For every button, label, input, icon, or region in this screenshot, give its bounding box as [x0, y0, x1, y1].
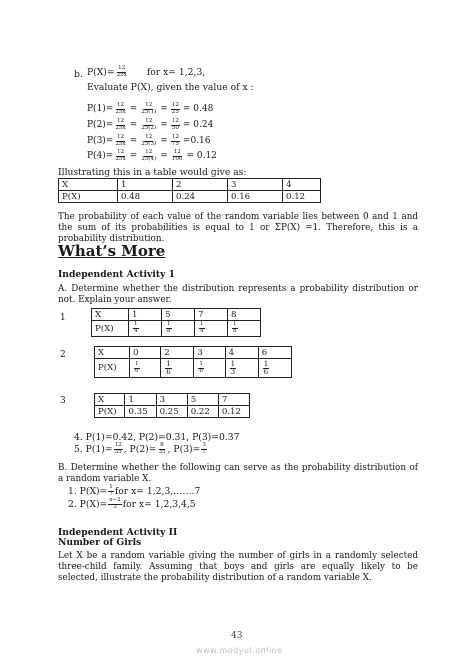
table-cell: 1 — [129, 309, 162, 321]
item-5 — [74, 443, 208, 456]
evaluation-row — [87, 135, 211, 148]
equals-sign: = — [160, 151, 168, 162]
table-cell: 7 — [195, 309, 228, 321]
numerator: 12 — [145, 118, 153, 124]
table-cell: P(X) — [95, 406, 125, 418]
equals-sign: = — [160, 136, 168, 147]
function-prefix: P(X)= — [87, 66, 115, 78]
table-row-px — [59, 191, 321, 203]
evaluation-row — [87, 103, 213, 116]
table-row-x — [92, 309, 261, 321]
denominator: 50 — [171, 124, 179, 131]
table-cell: 5 — [162, 309, 195, 321]
table-cell: 3 — [194, 347, 225, 359]
row-lhs: P(1)= — [87, 104, 114, 115]
numerator: 12 — [145, 149, 153, 155]
activity-table-2 — [94, 346, 292, 378]
fraction — [114, 150, 126, 163]
table-cell: 0.12 — [283, 191, 321, 203]
table-cell: X — [92, 309, 129, 321]
table-cell: 4 — [225, 347, 258, 359]
denominator: 25x — [115, 108, 126, 115]
table-cell: $\frac{1}{8}$ — [162, 321, 195, 337]
table-cell: 0.35 — [125, 406, 156, 418]
equals-sign: = — [160, 104, 168, 115]
item-b2 — [68, 498, 196, 511]
table-cell: 1 — [125, 394, 156, 406]
numerator: 12 — [116, 118, 125, 124]
numerator: 12 — [173, 149, 181, 155]
function-fraction: $\frac{12}{25x}$ — [116, 65, 127, 78]
table-cell: 3 — [156, 394, 187, 406]
item-number: 1 — [60, 313, 66, 323]
table-cell: $\frac{1}{3}$ — [225, 359, 258, 378]
denominator: 25x — [115, 124, 126, 131]
fraction — [171, 103, 180, 116]
fraction — [171, 119, 180, 132]
activity2-text: Let X be a random variable giving the number of girls in a randomly selected three-child family. Assuming that boys and girls are equally likely to be selected, illustrate the probability distribution of a random variable X. — [58, 551, 418, 583]
fraction — [140, 135, 157, 148]
table-cell: X — [95, 394, 125, 406]
table-cell: $\frac{1}{6}$ — [258, 359, 291, 378]
item-4: 4. P(1)=0.42, P(2)=0.31, P(3)=0.37 — [74, 432, 240, 443]
table-row-x — [95, 394, 250, 406]
table-cell: 5 — [187, 394, 218, 406]
numerator: 12 — [171, 118, 179, 124]
table-cell: 7 — [218, 394, 249, 406]
row-lhs: P(3)= — [87, 136, 114, 147]
fraction — [171, 135, 180, 148]
table-row-x — [59, 179, 321, 191]
numerator: 12 — [171, 134, 179, 140]
part-b-label: b. — [74, 69, 83, 80]
table-cell: 0 — [130, 347, 161, 359]
item-b2-rest: for x= 1,2,3,4,5 — [122, 498, 196, 510]
equals-sign: = — [129, 151, 138, 162]
table-cell: 0.48 — [118, 191, 173, 203]
item-5-end: , P(3)= — [167, 443, 201, 455]
row-result: = 0.12 — [186, 151, 217, 162]
instruction-a: A. Determine whether the distribution represents a probability distribution or not. Explain your answer. — [58, 284, 418, 305]
equals-sign: = — [129, 120, 138, 131]
table-cell: 0.22 — [187, 406, 218, 418]
numerator: 12 — [145, 102, 153, 108]
row-result: = 0.24 — [182, 120, 214, 131]
table-row-px — [95, 406, 250, 418]
table-cell: 2 — [161, 347, 194, 359]
fraction: $\frac{3}{7}$ — [202, 442, 206, 455]
fraction — [114, 135, 126, 148]
activity-table-3 — [94, 393, 250, 418]
table-intro: Illustrating this in a table would give as: — [58, 167, 247, 178]
table-row-px — [95, 359, 292, 378]
evaluation-row — [87, 119, 213, 132]
item-b2-label: 2. P(X)= — [68, 498, 108, 510]
item-b1-label: 1. P(X)= — [68, 485, 108, 497]
table-cell: X — [59, 179, 118, 191]
function-definition — [87, 66, 205, 79]
table-cell: 0.24 — [173, 191, 228, 203]
fraction: $\frac{8}{35}$ — [158, 442, 166, 455]
row-result: =0.16 — [182, 136, 211, 147]
fraction — [140, 150, 157, 163]
table-row-x — [95, 347, 292, 359]
item-b1-rest: for x= 1,2,3,…….7 — [114, 485, 201, 497]
denominator: 25x — [115, 155, 126, 162]
equals-sign: = — [129, 136, 138, 147]
table-row-px — [92, 321, 261, 337]
table-cell: $\frac{1}{4}$ — [129, 321, 162, 337]
table-cell: $\frac{1}{8}$ — [228, 321, 261, 337]
fraction — [140, 103, 157, 116]
item-number: 3 — [60, 396, 66, 406]
table-cell: 1 — [118, 179, 173, 191]
row-lhs: P(4)= — [87, 151, 114, 162]
activity2-subtitle: Number of Girls — [58, 537, 142, 548]
conclusion-paragraph: The probability of each value of the random variable lies between 0 and 1 and the sum of its probabilities is equal to 1 or ΣP(X) =1. Therefore, this is a probability distribution. — [58, 212, 418, 244]
numerator: 12 — [116, 149, 125, 155]
page-number: 43 — [231, 631, 243, 641]
table-cell: $\frac{1}{6}$ — [130, 359, 161, 378]
activity1-title: Independent Activity 1 — [58, 269, 176, 280]
item-number: 2 — [60, 350, 66, 360]
numerator: 12 — [116, 102, 125, 108]
row-lhs: P(2)= — [87, 120, 114, 131]
item-5-mid: , P(2)= — [123, 443, 157, 455]
denominator: 25(3) — [141, 140, 157, 147]
instruction-b: B. Determine whether the following can serve as the probability distribution of a random variable X. — [58, 463, 418, 484]
distribution-table — [58, 178, 321, 203]
section-title: What’s More — [58, 242, 166, 260]
table-cell: $\frac{1}{6}$ — [161, 359, 194, 378]
evaluation-row — [87, 150, 217, 163]
denominator: 25(2) — [141, 124, 157, 131]
table-cell: 3 — [228, 179, 283, 191]
denominator: 100 — [171, 155, 183, 162]
table-cell: X — [95, 347, 130, 359]
fraction: $\frac{x-2}{3}$ — [109, 497, 121, 510]
fraction — [114, 119, 126, 132]
fraction — [114, 103, 126, 116]
denominator: 75 — [171, 140, 179, 147]
table-cell: 2 — [173, 179, 228, 191]
denominator: 25 — [171, 108, 179, 115]
table-cell: P(X) — [59, 191, 118, 203]
denominator: 25x — [115, 140, 126, 147]
evaluate-text: Evaluate P(X), given the value of x : — [87, 82, 254, 93]
denominator: 25(1) — [141, 108, 157, 115]
numerator: 12 — [145, 134, 153, 140]
denominator: 25(4) — [141, 155, 157, 162]
row-result: = 0.48 — [182, 104, 214, 115]
item-b1 — [68, 485, 200, 498]
table-cell: $\frac{1}{4}$ — [195, 321, 228, 337]
equals-sign: = — [160, 120, 168, 131]
table-cell: 0.25 — [156, 406, 187, 418]
equals-sign: = — [129, 104, 138, 115]
table-cell: P(X) — [95, 359, 130, 378]
fraction: $\frac{12}{35}$ — [114, 442, 122, 455]
table-cell: 6 — [258, 347, 291, 359]
table-cell: P(X) — [92, 321, 129, 337]
table-cell: 4 — [283, 179, 321, 191]
table-cell: $\frac{1}{6}$ — [194, 359, 225, 378]
numerator: 12 — [171, 102, 179, 108]
watermark: www.modyul.online — [196, 646, 283, 655]
activity2-title: Independent Activity II — [58, 527, 178, 538]
function-domain: for x= 1,2,3, — [146, 66, 206, 78]
item-5-label: 5. P(1)= — [74, 443, 113, 455]
activity-table-1 — [91, 308, 261, 337]
table-cell: 0.12 — [218, 406, 249, 418]
table-cell: 0.16 — [228, 191, 283, 203]
fraction — [140, 119, 157, 132]
table-cell: 8 — [228, 309, 261, 321]
fraction — [171, 150, 184, 163]
fraction: $\frac{1}{7}$ — [109, 484, 113, 497]
numerator: 12 — [116, 134, 125, 140]
